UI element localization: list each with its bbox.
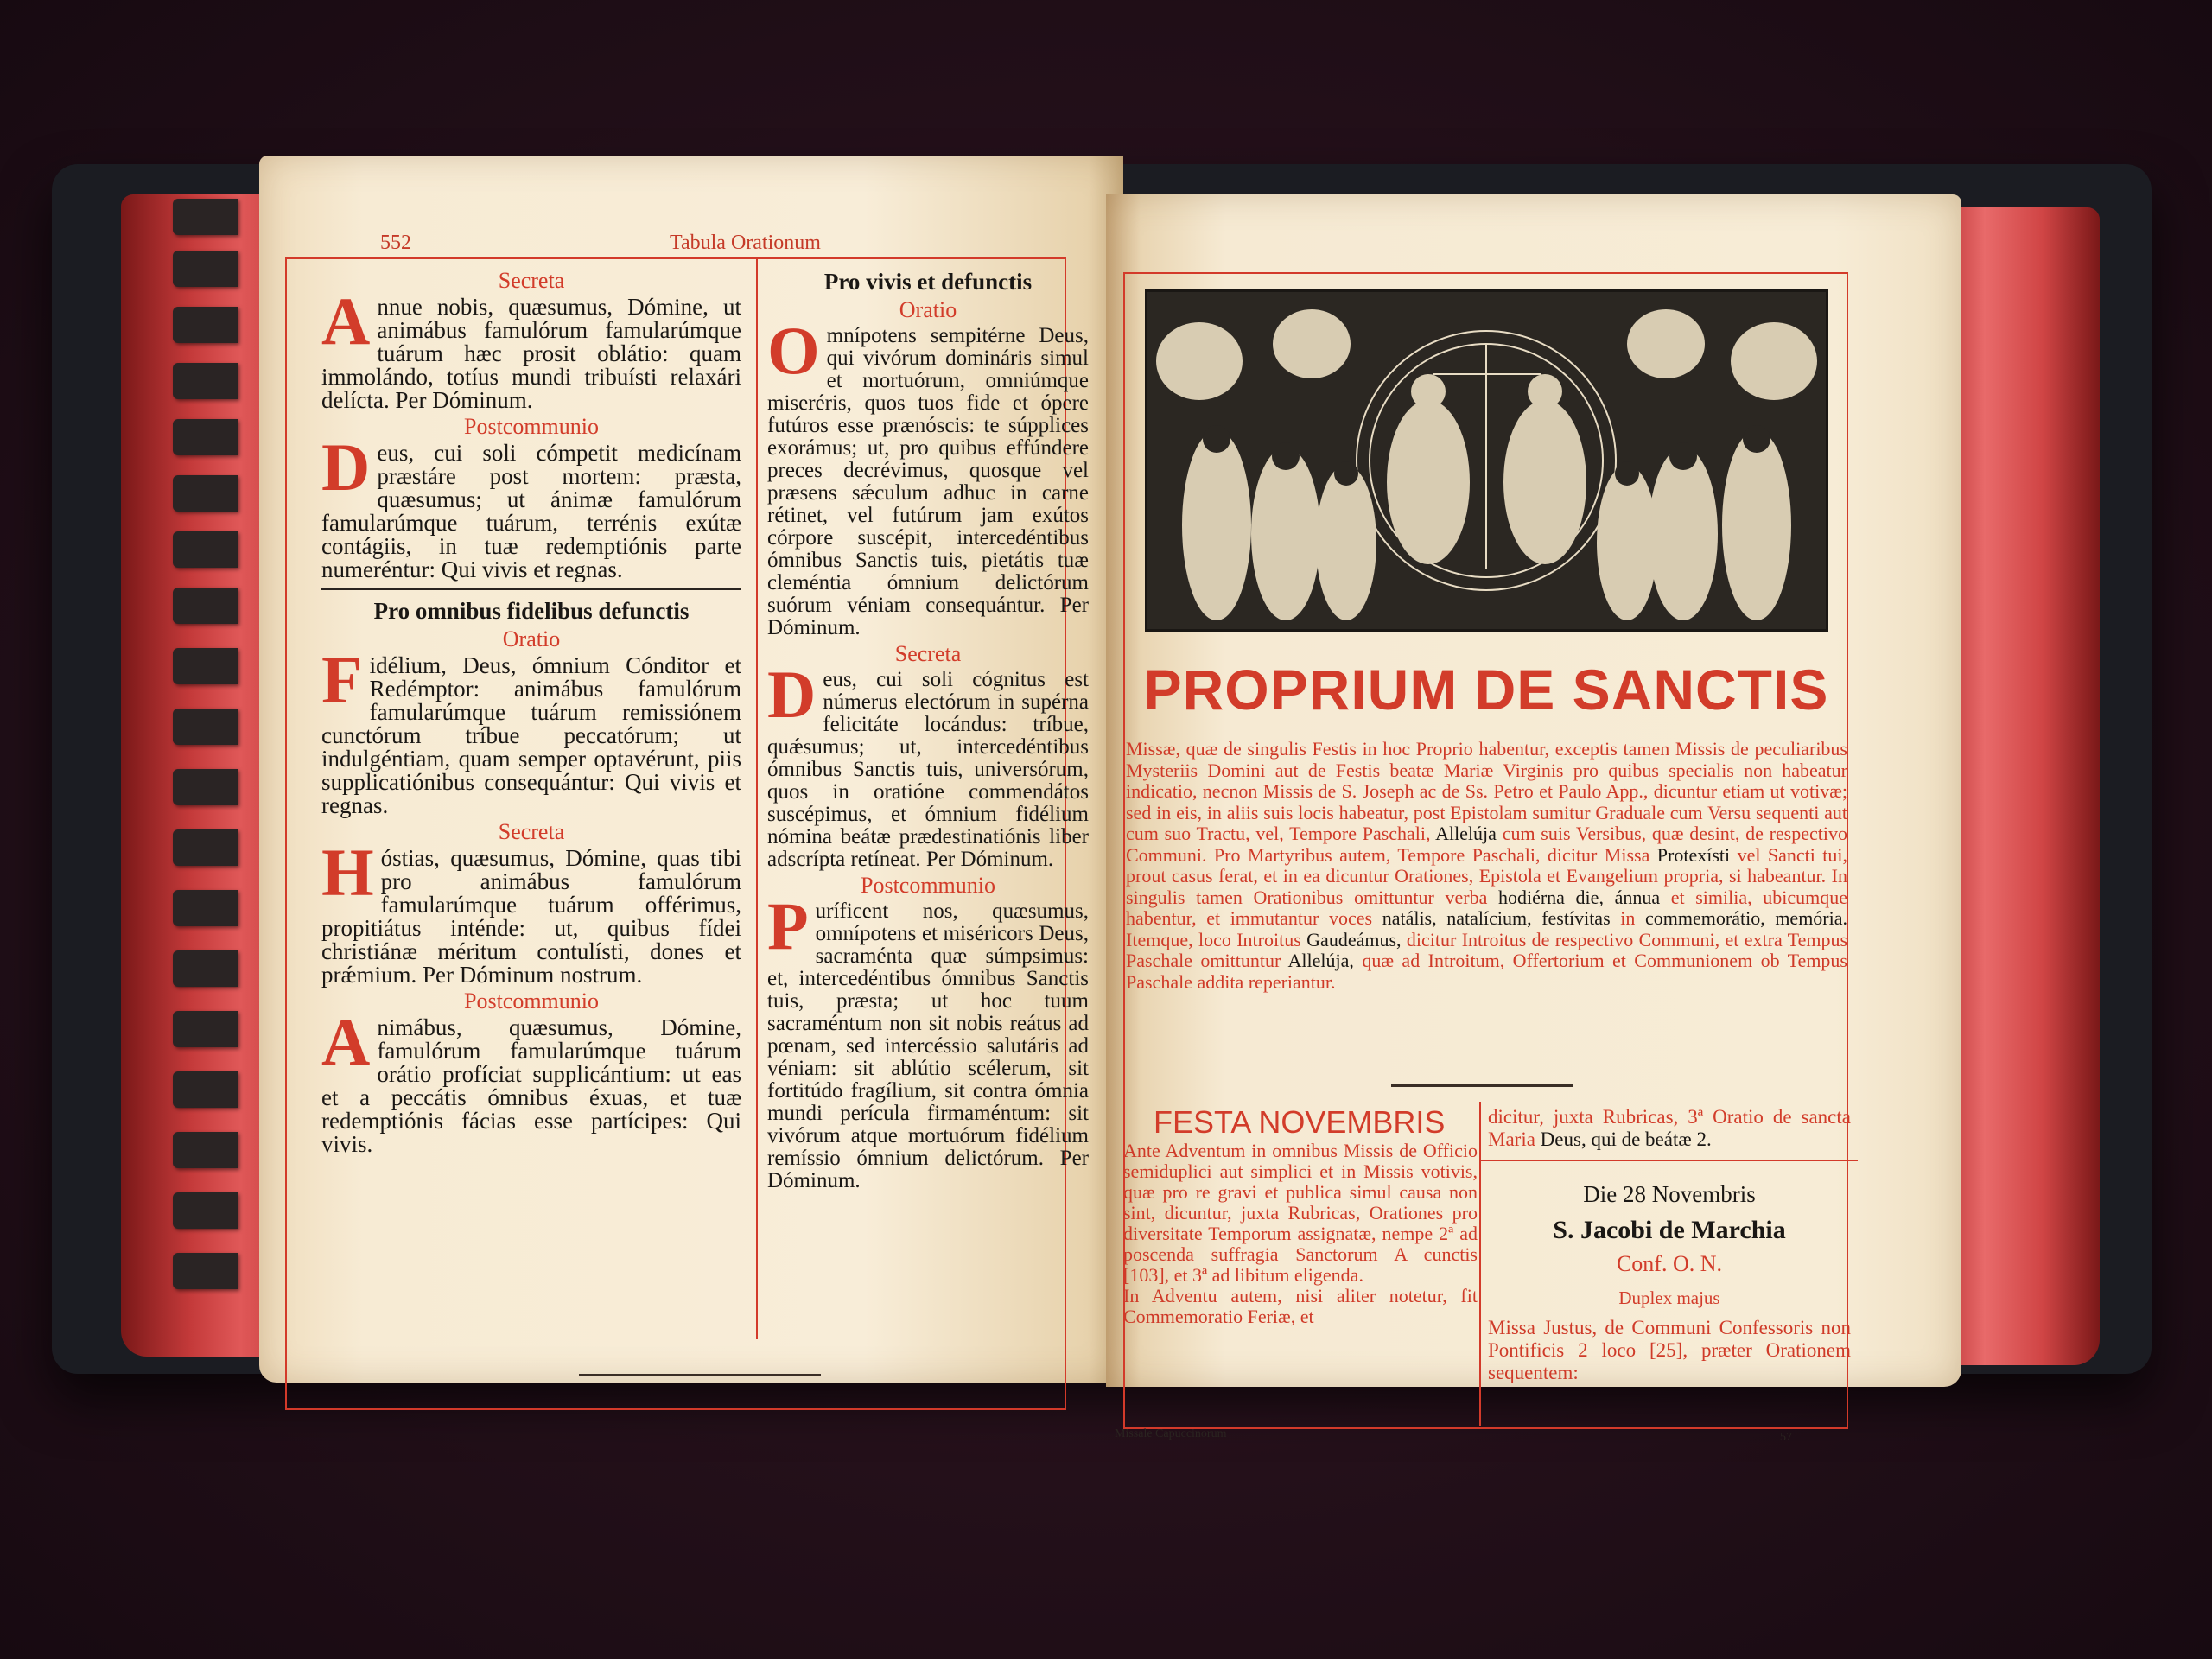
rubric-text: Gaudeámus, bbox=[1306, 928, 1402, 950]
saint-title: Conf. O. N. bbox=[1616, 1251, 1723, 1276]
rubric-text: dicitur, juxta Rubricas, 3ª Oratio de sancta Maria bbox=[1488, 1106, 1851, 1150]
heading-postcommunio: Postcommunio bbox=[463, 988, 599, 1014]
running-header-left: Tabula Orationum bbox=[670, 232, 821, 254]
saint-name: S. Jacobi de Marchia bbox=[1553, 1216, 1786, 1244]
drop-cap: D bbox=[767, 657, 817, 732]
festa-rubric bbox=[1123, 1141, 1478, 1327]
ornament-divider bbox=[1391, 1084, 1573, 1087]
drop-cap: F bbox=[321, 642, 363, 717]
heading-pro-omnibus: Pro omnibus fidelibus defunctis bbox=[373, 598, 690, 624]
rubric-text: Itemque, loco Introitus bbox=[1126, 928, 1301, 950]
ornament-divider bbox=[579, 1374, 821, 1376]
paragraph bbox=[321, 1004, 741, 1157]
thumb-index-tab bbox=[173, 769, 238, 805]
heading-secreta: Secreta bbox=[498, 819, 565, 844]
rubric-text: Missæ, quæ de singulis Festis in hoc Proprio habentur, exceptis tamen Missis de peculiaribus Mysteriis Domini aut de Festis beatæ Mariæ Virginis pro quibus specialis non habeatur indicatio, necnon Missis de S. Joseph ac de Ss. Petro et Paulo App., dicuntur etiam ut votivæ; sed in eis, in aliis suis locis habeatur, post Epistolam sumitur Graduale cum Versu sequenti aut cum suo Tractu, vel, Tempore Paschali, bbox=[1126, 738, 1847, 844]
paragraph bbox=[321, 283, 741, 413]
rubric-text: Allelúja, bbox=[1287, 950, 1354, 971]
paragraph-text: óstias, quæsumus, Dómine, quas tibi pro animábus famulórum famularúmque tuárum offérimus, propitiátus inténde: ut, quibus fídei christiánæ méritum contulísti, dones et prǽmium. Per Dóminum nostrum. bbox=[321, 845, 741, 988]
paragraph bbox=[767, 888, 1089, 1192]
paragraph: Ante Adventum in omnibus Missis de Officio semiduplici aut simplici et in Missis votivis, quæ pro re gravi et publica simul causa non sint, dicuntur, juxta Rubricas, Orationes pro diversitate Temporum assignatæ, nempe 2ª ad poscenda suffragia Sanctorum A cunctis [103], et 3ª ad libitum eligenda. bbox=[1123, 1140, 1478, 1286]
paragraph-text: mnípotens sempitérne Deus, qui vivórum domináris simul et mortuórum, omniúmque miseréris, quos tuos fide et ópere futúros esse prænóscis: te súpplices exorámus; ut, pro quibus effúndere preces decrévimus, quosque vel præsens sǽculum adhuc in carne rétinet, vel futúrum jam exútos córpore suscépit, intercedéntibus ómnibus Sanctis tuis, pietátis tuæ cleméntia ómnium delictórum suórum véniam consequántur. Per Dóminum. bbox=[767, 324, 1089, 639]
footer-page-number: 57 bbox=[1780, 1431, 1792, 1444]
paragraph bbox=[321, 835, 741, 988]
rubric-text: vel Sancti tui, prout casus ferat, et in ea dicuntur Orationes, Epistola et Evangelium propria, si habeantur. In singulis tamen Orationibus omittuntur verba bbox=[1126, 843, 1848, 908]
engraving-illustration bbox=[1145, 289, 1828, 632]
divider bbox=[1481, 1160, 1858, 1161]
feast-date: Die 28 Novembris bbox=[1583, 1181, 1756, 1207]
thumb-index-tab bbox=[173, 1253, 238, 1289]
section-title: PROPRIUM DE SANCTIS bbox=[1143, 658, 1829, 721]
drop-cap: H bbox=[321, 835, 374, 910]
paragraph bbox=[1488, 1106, 1851, 1151]
thumb-index-tab bbox=[173, 363, 238, 399]
rubric-text: in bbox=[1620, 907, 1636, 929]
thumb-index-tab bbox=[173, 648, 238, 684]
thumb-index-tab bbox=[173, 588, 238, 624]
left-column-1 bbox=[321, 266, 741, 1156]
rubric-text: quæ ad Introitum, Offertorium et Communionem ob Tempus Paschale addita reperiantur. bbox=[1126, 950, 1847, 993]
drop-cap: D bbox=[321, 429, 371, 505]
paragraph: Missa Justus, de Communi Confessoris non Pontificis 2 loco [25], præter Orationem sequentem: bbox=[1488, 1317, 1851, 1383]
footer-left: Missale Capuccinorum bbox=[1115, 1427, 1227, 1440]
paragraph-text: eus, cui soli cómpetit medicínam præstáre post mortem: præsta, quæsumus; ut ánimæ famulórum famularúmque tuárum, terrénis exútæ contágiis, in tuæ redemptiónis parte numeréntur: Qui vivis et regnas. bbox=[321, 440, 741, 582]
heading-oratio: Oratio bbox=[899, 297, 957, 322]
thumb-index-tab bbox=[173, 1071, 238, 1108]
heading-oratio: Oratio bbox=[502, 626, 561, 652]
rubric-text: Allelúja bbox=[1435, 823, 1497, 844]
rubric-text: hodiérna die, ánnua bbox=[1497, 886, 1661, 908]
intro-rubric bbox=[1126, 739, 1847, 993]
thumb-index-tab bbox=[173, 531, 238, 568]
paragraph bbox=[321, 429, 741, 582]
heading-secreta: Secreta bbox=[894, 641, 962, 666]
paragraph-text: uríficent nos, quæsumus, omnípotens et miséricors Deus, sacraménta quæ súmpsimus: et, intercedéntibus ómnibus Sanctis tuis, præsta; ut hoc tuum sacraméntum non sit nobis reátus ad pœnam, sed intercéssio salutáris ad véniam: sit ablútio scélerum, sit fortitúdo fragílium, sit contra ómnia mundi perícula firmaméntum: sit vivórum atque mortuórum fidélium remíssio ómnium delictórum. Per Dóminum. bbox=[767, 899, 1089, 1192]
thumb-index-tab bbox=[173, 307, 238, 343]
column-divider bbox=[1479, 1102, 1481, 1426]
drop-cap: A bbox=[321, 283, 371, 359]
feast-rank: Duplex majus bbox=[1618, 1287, 1720, 1308]
column-divider bbox=[756, 259, 758, 1339]
heading-pro-vivis: Pro vivis et defunctis bbox=[823, 269, 1033, 295]
rubric-text: dicitur Introitus de respectivo Communi, et extra Tempus Paschale omittuntur bbox=[1126, 928, 1848, 971]
heading-secreta: Secreta bbox=[498, 268, 565, 293]
left-column-2 bbox=[767, 266, 1089, 1192]
rubric-text: natális, natalícium, festívitas bbox=[1382, 907, 1611, 929]
thumb-index-tab bbox=[173, 251, 238, 287]
heading-postcommunio: Postcommunio bbox=[463, 414, 599, 439]
paragraph: In Adventu autem, nisi aliter notetur, fit Commemoratio Feriæ, et bbox=[1123, 1285, 1478, 1327]
prayer-ref: Deus, qui de beátæ 2. bbox=[1540, 1128, 1712, 1150]
rubric-text: commemorátio, memória. bbox=[1645, 907, 1848, 929]
drop-cap: P bbox=[767, 888, 809, 963]
thumb-index-tab bbox=[173, 890, 238, 926]
paragraph-text: nimábus, quæsumus, Dómine, famulórum famularúmque tuárum orátio profíciat supplicántium: ut eas et a peccátis ómnibus éxuas, et tuæ redemptiónis fácias esse partícipes: Qui vivis. bbox=[321, 1014, 741, 1157]
thumb-index-tab bbox=[173, 475, 238, 512]
thumb-index-tab bbox=[173, 419, 238, 455]
drop-cap: A bbox=[321, 1004, 371, 1079]
paragraph bbox=[767, 657, 1089, 871]
thumb-index-tab bbox=[173, 199, 238, 235]
paragraph-text: nnue nobis, quæsumus, Dómine, ut animábus famulórum famularúmque tuárum hæc prosit oblátio: quam immolándo, totíus mundi tribuísti relaxári delícta. Per Dóminum. bbox=[321, 294, 741, 413]
page-number-left: 552 bbox=[380, 232, 411, 254]
rubric-text: Protexísti bbox=[1656, 843, 1731, 866]
thumb-index-tab bbox=[173, 950, 238, 987]
thumb-index-tab bbox=[173, 709, 238, 745]
thumb-index-tab bbox=[173, 1192, 238, 1229]
thumb-index-tab bbox=[173, 1011, 238, 1047]
paragraph bbox=[767, 313, 1089, 639]
thumb-index-tab bbox=[173, 1132, 238, 1168]
right-column bbox=[1488, 1106, 1851, 1384]
paragraph-text: idélium, Deus, ómnium Cónditor et Redémptor: animábus famulórum famularúmque tuárum remissiónem cunctórum tríbue peccatórum; ut indulgéntiam, quam semper optavérunt, piis supplicatiónibus consequántur: Qui vivis et regnas. bbox=[321, 652, 741, 818]
festa-heading: FESTA NOVEMBRIS bbox=[1154, 1104, 1446, 1140]
paragraph-text: eus, cui soli cógnitus est númerus electórum in supérna felicitáte locándus: tríbue, quǽsumus; ut, intercedéntibus ómnibus Sanctis tuis, universórum, quos in oratióne commendátos suscépimus, et ómnium fidélium nómina beátæ prædestinatiónis liber adscrípta retíneat. Per Dóminum. bbox=[767, 668, 1089, 871]
rubric-text: cum suis Versibus, quæ desint, de respectivo Communi. Pro Martyribus autem, Tempore Paschali, dicitur Missa bbox=[1126, 823, 1848, 866]
heading-postcommunio: Postcommunio bbox=[860, 873, 995, 898]
drop-cap: O bbox=[767, 313, 820, 388]
rubric-text: et similia, ubicumque habentur, et immutantur voces bbox=[1126, 886, 1847, 929]
paragraph bbox=[321, 642, 741, 818]
thumb-index-tab bbox=[173, 830, 238, 866]
divider bbox=[321, 588, 741, 590]
